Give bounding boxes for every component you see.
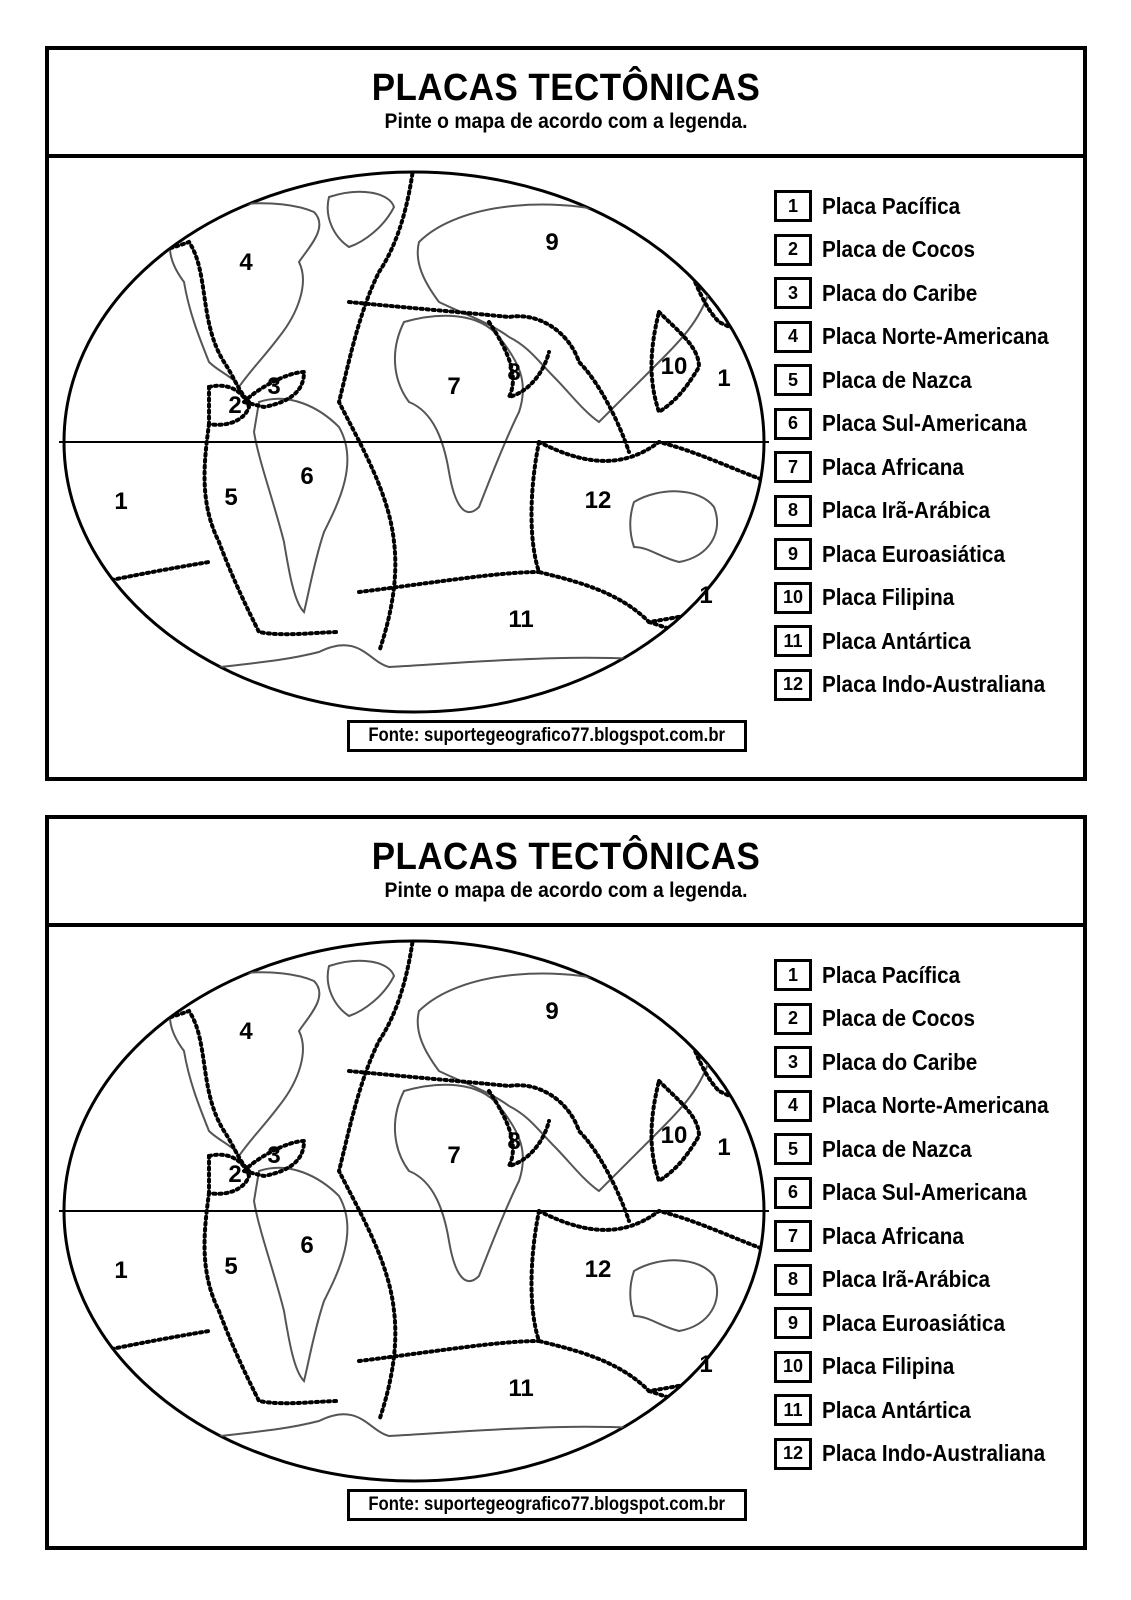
source-credit-text: Fonte: suportegeografico77.blogspot.com.br	[368, 1494, 726, 1515]
legend-label: Placa Pacífica	[822, 961, 961, 988]
plate-number-label: 8	[507, 359, 521, 386]
legend-number-box: 2	[774, 234, 812, 266]
plate-number-label: 3	[267, 1142, 281, 1169]
legend-label: Placa Pacífica	[822, 192, 961, 219]
legend-label: Placa Antártica	[822, 627, 971, 654]
legend-number-box: 7	[774, 451, 812, 483]
legend-item	[774, 1001, 992, 1037]
legend-label: Placa Euroasiática	[822, 540, 1005, 567]
legend-label: Placa Norte-Americana	[822, 1092, 1049, 1118]
legend-label: Placa de Cocos	[822, 1005, 976, 1031]
legend-item	[774, 1088, 1074, 1124]
plate-number-label: 1	[699, 582, 713, 609]
legend-number-box: 12	[774, 1438, 812, 1470]
legend-item	[774, 1218, 980, 1254]
plate-number-label: 12	[584, 487, 612, 514]
legend-number-box: 1	[774, 190, 812, 222]
plate-number-label: 6	[300, 1232, 314, 1259]
source-credit-text: Fonte: suportegeografico77.blogspot.com.br	[368, 725, 726, 746]
plate-number-label: 1	[717, 365, 731, 392]
legend-number-box: 2	[774, 1003, 812, 1035]
legend-label: Placa Africana	[822, 1222, 964, 1249]
legend-label: Placa Euroasiática	[822, 1309, 1005, 1336]
plate-number-label: 9	[545, 229, 559, 256]
legend-item	[774, 623, 987, 659]
legend-number-box: 12	[774, 669, 812, 701]
plate-number-label: 8	[507, 1128, 521, 1155]
plate-number-label: 7	[447, 373, 461, 400]
legend-item	[774, 362, 988, 398]
legend-number-box: 10	[774, 1351, 812, 1383]
legend-item	[774, 580, 969, 616]
worksheet-title: PLACAS TECTÔNICAS	[371, 836, 761, 878]
legend-number-box: 5	[774, 1133, 812, 1165]
legend-item	[774, 1349, 969, 1385]
worksheet-bottom	[45, 815, 1087, 1550]
legend-item	[774, 188, 975, 224]
plate-number-label: 12	[584, 1256, 612, 1283]
legend-number-box: 3	[774, 277, 812, 309]
legend-item	[774, 406, 1050, 442]
plate-number-label: 1	[114, 1257, 128, 1284]
plate-number-label: 11	[508, 606, 534, 633]
worksheet-subtitle: Pinte o mapa de acordo com a legenda.	[384, 879, 748, 902]
legend-item	[774, 493, 1009, 529]
legend-item	[774, 232, 992, 268]
legend-label: Placa Antártica	[822, 1396, 971, 1423]
legend-label: Placa Africana	[822, 453, 964, 480]
plate-number-label: 10	[660, 353, 688, 380]
legend-item	[774, 449, 980, 485]
legend-number-box: 9	[774, 538, 812, 570]
plate-number-label: 3	[267, 373, 281, 400]
legend-item	[774, 667, 1070, 703]
legend-item	[774, 1436, 1070, 1472]
plate-number-label: 2	[228, 1161, 242, 1188]
plate-number-label: 7	[447, 1142, 461, 1169]
legend-number-box: 1	[774, 959, 812, 991]
legend-label: Placa Sul-Americana	[822, 410, 1027, 436]
legend-item	[774, 536, 1025, 572]
plate-number-label: 1	[699, 1351, 713, 1378]
plate-number-label: 1	[114, 488, 128, 515]
legend-number-box: 3	[774, 1046, 812, 1078]
legend-item	[774, 1044, 995, 1080]
legend-label: Placa Norte-Americana	[822, 323, 1049, 349]
plate-number-label: 4	[239, 1018, 253, 1045]
legend-number-box: 10	[774, 582, 812, 614]
worksheet-title: PLACAS TECTÔNICAS	[371, 67, 761, 109]
plate-number-label: 11	[508, 1375, 534, 1402]
legend-item	[774, 1392, 987, 1428]
legend-label: Placa Sul-Americana	[822, 1179, 1027, 1205]
worksheet-header	[49, 50, 1083, 158]
legend-number-box: 11	[774, 625, 812, 657]
plate-number-label: 9	[545, 998, 559, 1025]
source-credit	[347, 720, 747, 752]
worksheet-header	[49, 819, 1083, 927]
legend-item	[774, 1131, 988, 1167]
legend-item	[774, 319, 1074, 355]
legend-number-box: 9	[774, 1307, 812, 1339]
legend-item	[774, 1262, 1009, 1298]
legend-label: Placa do Caribe	[822, 279, 978, 306]
plate-number-label: 5	[224, 1253, 238, 1280]
legend-label: Placa de Nazca	[822, 1135, 972, 1162]
source-credit	[347, 1489, 747, 1521]
legend-number-box: 6	[774, 408, 812, 440]
plate-number-label: 6	[300, 463, 314, 490]
legend-number-box: 6	[774, 1177, 812, 1209]
plate-number-label: 2	[228, 392, 242, 419]
world-map	[59, 162, 769, 722]
legend-item	[774, 957, 975, 993]
legend-label: Placa Indo-Australiana	[822, 1440, 1046, 1466]
legend-number-box: 5	[774, 364, 812, 396]
worksheet-top	[45, 46, 1087, 781]
legend-item	[774, 1175, 1050, 1211]
legend-number-box: 7	[774, 1220, 812, 1252]
world-map	[59, 931, 769, 1491]
legend-number-box: 4	[774, 321, 812, 353]
legend-number-box: 8	[774, 1264, 812, 1296]
legend-number-box: 11	[774, 1394, 812, 1426]
legend-number-box: 8	[774, 495, 812, 527]
plate-number-label: 4	[239, 249, 253, 276]
legend-number-box: 4	[774, 1090, 812, 1122]
legend-label: Placa do Caribe	[822, 1048, 978, 1075]
legend-label: Placa de Nazca	[822, 366, 972, 393]
legend-label: Placa de Cocos	[822, 236, 976, 262]
legend-item	[774, 1305, 1025, 1341]
plate-number-label: 1	[717, 1134, 731, 1161]
plate-number-label: 5	[224, 484, 238, 511]
worksheet-subtitle: Pinte o mapa de acordo com a legenda.	[384, 110, 748, 133]
legend-label: Placa Filipina	[822, 1353, 955, 1379]
legend-label: Placa Irã-Arábica	[822, 1266, 991, 1292]
legend-label: Placa Filipina	[822, 584, 955, 610]
legend-label: Placa Indo-Australiana	[822, 671, 1046, 697]
legend-item	[774, 275, 995, 311]
legend-label: Placa Irã-Arábica	[822, 497, 991, 523]
plate-number-label: 10	[660, 1122, 688, 1149]
